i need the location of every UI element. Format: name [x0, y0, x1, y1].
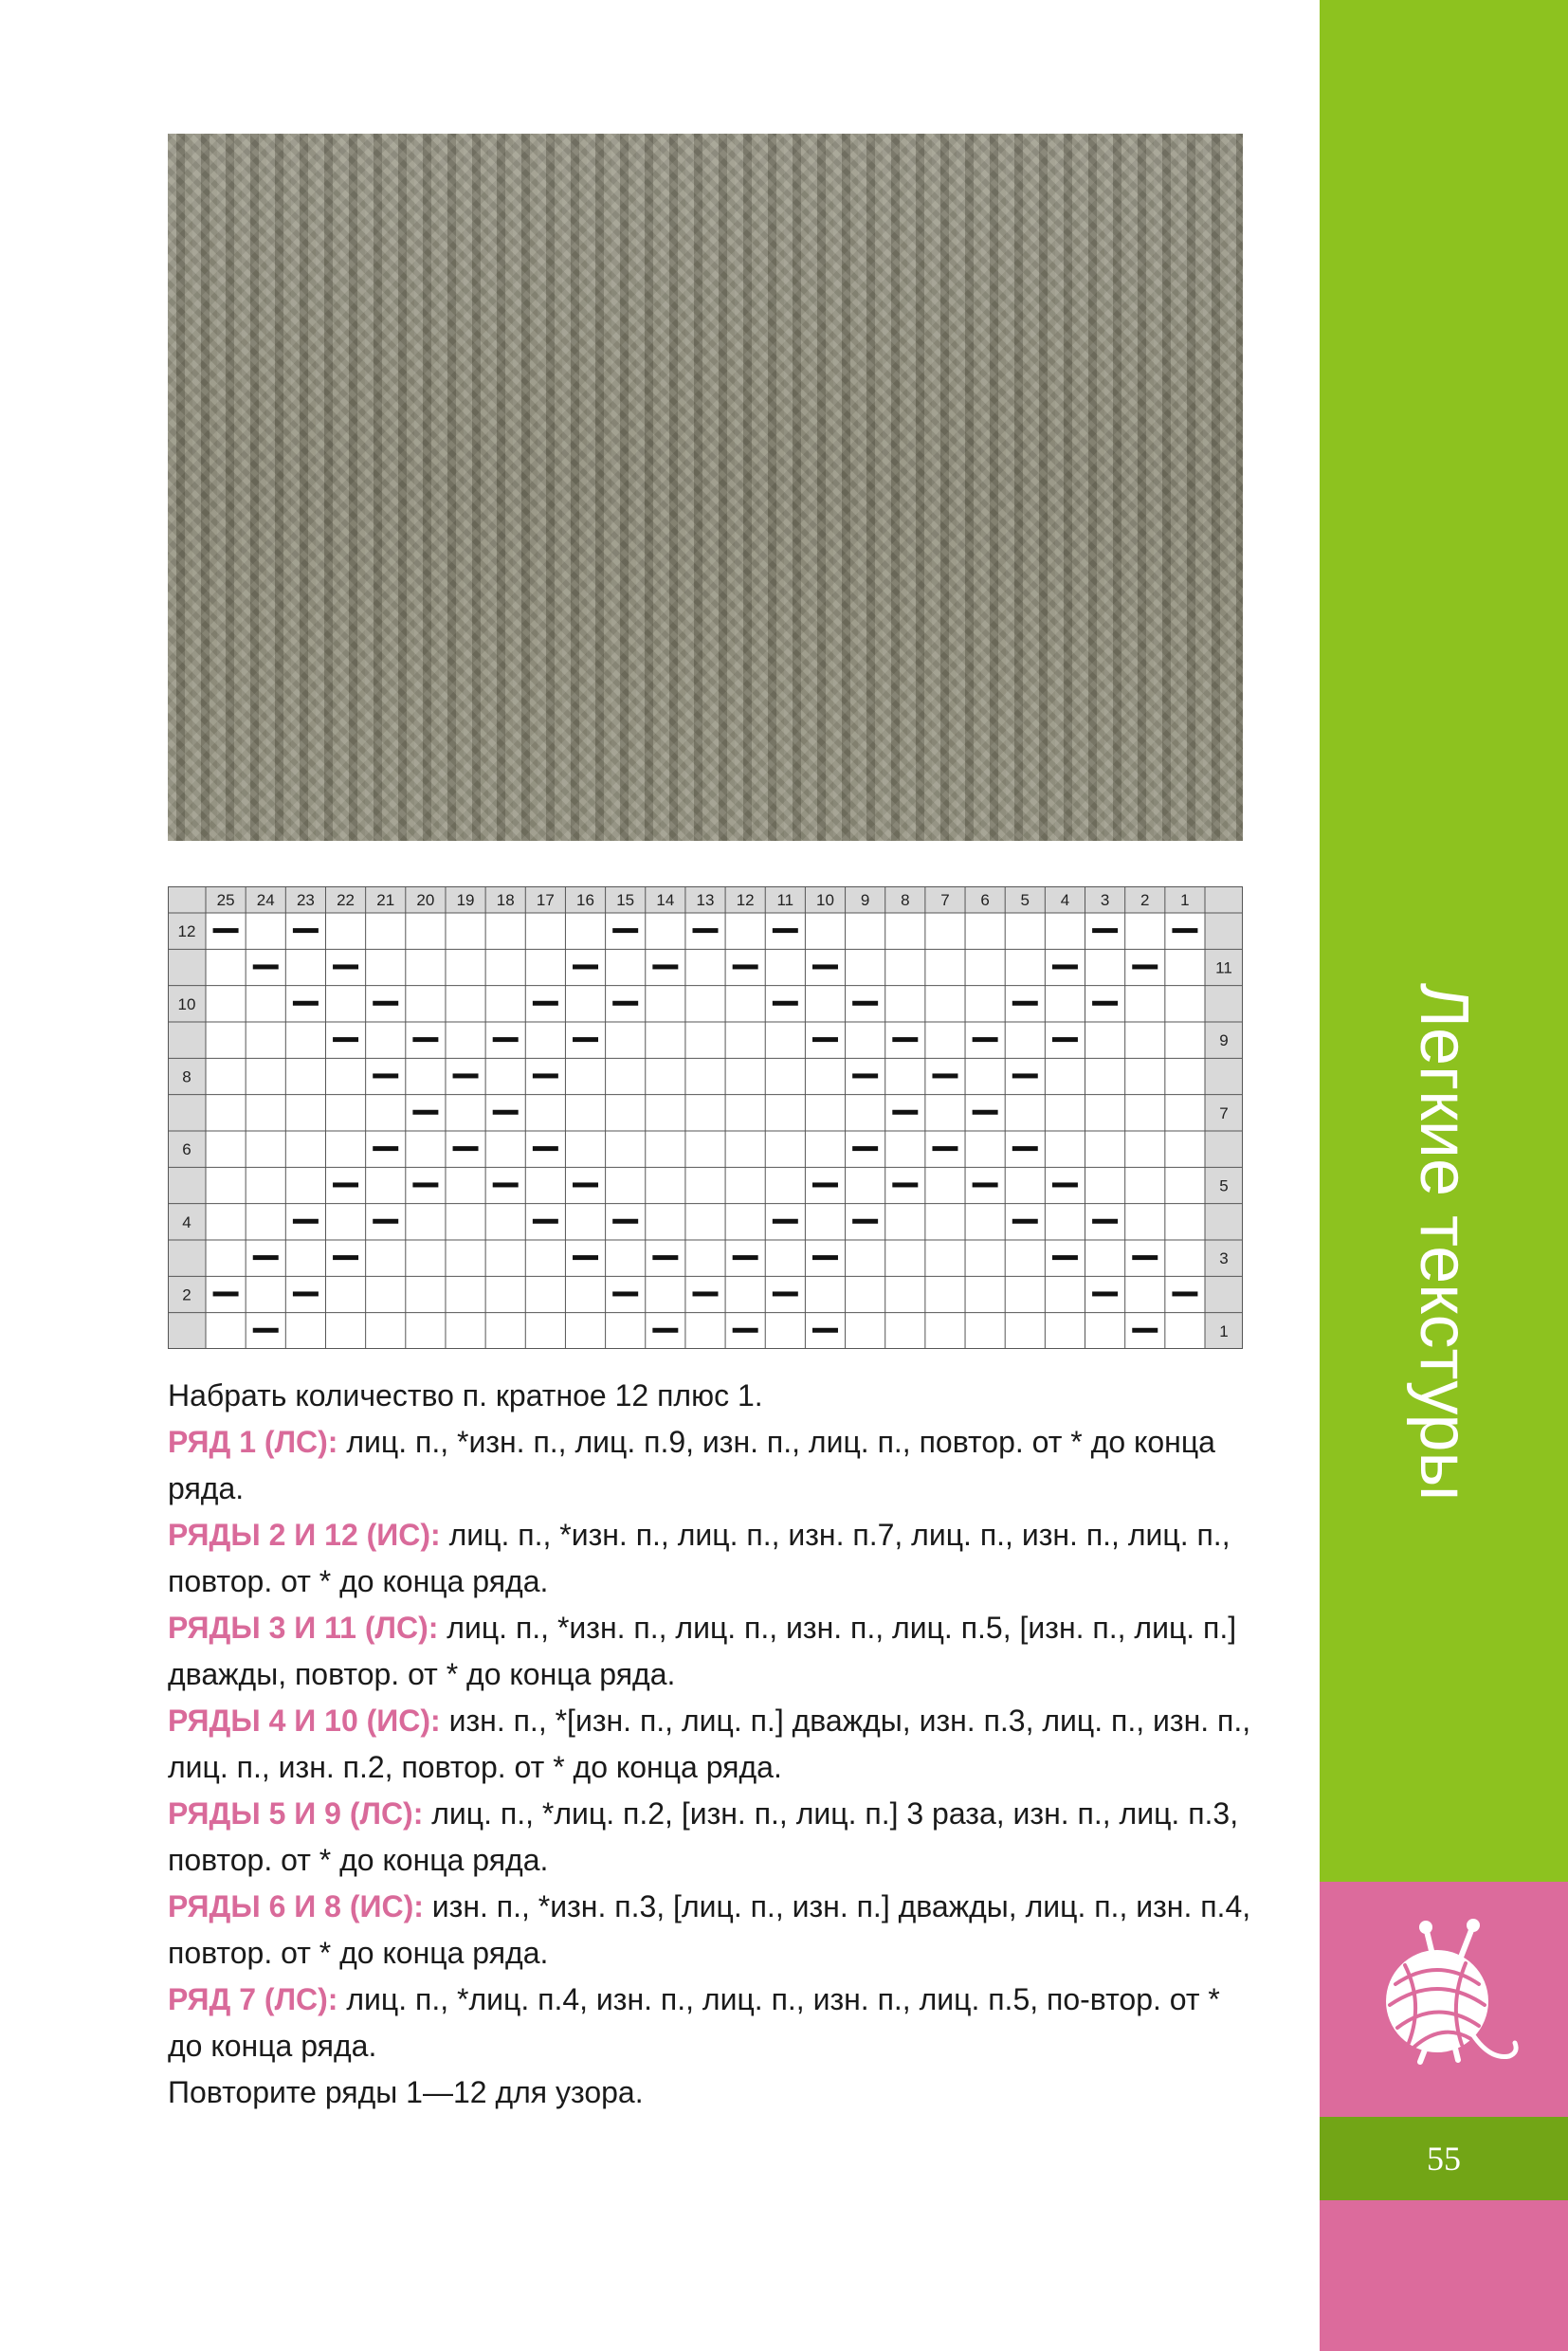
purl-stitch-mark [733, 1255, 758, 1260]
purl-stitch-mark [1172, 928, 1197, 933]
chart-row-number: 8 [182, 1067, 191, 1086]
chart-column-number: 6 [980, 891, 990, 909]
chart-column-number: 5 [1020, 891, 1030, 909]
purl-stitch-mark [412, 1182, 438, 1187]
cast-on-instruction: Набрать количество п. кратное 12 плюс 1. [168, 1378, 763, 1412]
purl-stitch-mark [533, 1001, 558, 1006]
purl-stitch-mark [612, 1291, 638, 1296]
chart-row-number: 3 [1219, 1249, 1229, 1268]
page-number: 55 [1427, 2140, 1461, 2178]
purl-stitch-mark [812, 964, 838, 969]
chart-column-number: 18 [496, 891, 515, 909]
chart-column-number: 9 [860, 891, 870, 909]
chart-column-number: 22 [337, 891, 356, 909]
chart-row-number: 2 [182, 1285, 191, 1304]
chart-row-number: 4 [182, 1212, 191, 1231]
purl-stitch-mark [852, 1001, 878, 1006]
row-text: лиц. п., *лиц. п.2, [изн. п., лиц. п.] 3 раза, изн. п., лиц. п.3, повтор. от * до конца ряда. [168, 1796, 1239, 1877]
purl-stitch-mark [973, 1110, 998, 1115]
purl-stitch-mark [493, 1110, 519, 1115]
chart-left-margin [168, 886, 206, 1349]
purl-stitch-mark [1052, 1255, 1078, 1260]
purl-stitch-mark [1092, 928, 1118, 933]
row-instruction [168, 1791, 1258, 1884]
sidebar-pink-band [1320, 1882, 1568, 2117]
chart-column-number: 16 [576, 891, 594, 909]
row-label: РЯДЫ 5 И 9 (ЛС): [168, 1796, 424, 1831]
row-label: РЯДЫ 6 И 8 (ИС): [168, 1889, 424, 1923]
section-title-text: Легкие текстуры [1406, 982, 1482, 1502]
row-text: лиц. п., *лиц. п.4, изн. п., лиц. п., изн. п., лиц. п.5, по-втор. от * до конца ряда. [168, 1982, 1220, 2063]
row-text: лиц. п., *изн. п., лиц. п., изн. п.7, лиц. п., изн. п., лиц. п., повтор. от * до конца ряда. [168, 1518, 1231, 1598]
purl-stitch-mark [253, 1328, 279, 1333]
purl-stitch-mark [812, 1255, 838, 1260]
purl-stitch-mark [412, 1037, 438, 1042]
purl-stitch-mark [892, 1110, 918, 1115]
chart-column-number: 19 [456, 891, 475, 909]
row-instruction [168, 1419, 1258, 1512]
chart-column-number: 25 [216, 891, 235, 909]
purl-stitch-mark [1012, 1146, 1038, 1151]
pattern-instructions [168, 1373, 1258, 2116]
purl-stitch-mark [973, 1182, 998, 1187]
purl-stitch-mark [1012, 1001, 1038, 1006]
purl-stitch-mark [293, 928, 319, 933]
purl-stitch-mark [1132, 964, 1158, 969]
purl-stitch-mark [812, 1328, 838, 1333]
chart-row-number: 12 [177, 922, 196, 941]
chart-row-number: 11 [1215, 958, 1232, 977]
chart-row-number: 10 [177, 994, 196, 1013]
purl-stitch-mark [932, 1073, 957, 1078]
purl-stitch-mark [773, 1291, 798, 1296]
purl-stitch-mark [1132, 1255, 1158, 1260]
purl-stitch-mark [293, 1001, 319, 1006]
purl-stitch-mark [333, 1037, 358, 1042]
purl-stitch-mark [533, 1073, 558, 1078]
purl-stitch-mark [573, 1182, 598, 1187]
purl-stitch-mark [453, 1146, 479, 1151]
purl-stitch-mark [773, 1001, 798, 1006]
purl-stitch-mark [812, 1182, 838, 1187]
purl-stitch-mark [693, 928, 719, 933]
chart-column-number: 7 [940, 891, 950, 909]
purl-stitch-mark [733, 964, 758, 969]
purl-stitch-mark [213, 1291, 239, 1296]
purl-stitch-mark [852, 1146, 878, 1151]
purl-stitch-mark [1052, 1037, 1078, 1042]
purl-stitch-mark [253, 1255, 279, 1260]
purl-stitch-mark [453, 1073, 479, 1078]
row-instruction [168, 1977, 1258, 2069]
purl-stitch-mark [1012, 1219, 1038, 1224]
row-label: РЯДЫ 4 И 10 (ИС): [168, 1704, 441, 1738]
purl-stitch-mark [493, 1037, 519, 1042]
purl-stitch-mark [773, 1219, 798, 1224]
chart-column-number: 2 [1140, 891, 1150, 909]
yarn-ball-with-needles-icon [1367, 1918, 1521, 2081]
purl-stitch-mark [612, 1001, 638, 1006]
purl-stitch-mark [812, 1037, 838, 1042]
chart-row-number: 9 [1219, 1031, 1229, 1050]
purl-stitch-mark [852, 1073, 878, 1078]
purl-stitch-mark [652, 1255, 678, 1260]
purl-stitch-mark [213, 928, 239, 933]
chart-column-number: 24 [256, 891, 275, 909]
sidebar-pink-bottom-band [1320, 2200, 1568, 2351]
chart-column-number: 3 [1100, 891, 1110, 909]
knitted-texture-photo [168, 134, 1243, 841]
row-instruction [168, 1512, 1258, 1605]
row-text: лиц. п., *изн. п., лиц. п.9, изн. п., лиц. п., повтор. от * до конца ряда. [168, 1425, 1215, 1505]
purl-stitch-mark [573, 1255, 598, 1260]
purl-stitch-mark [373, 1001, 398, 1006]
chart-row-number: 1 [1219, 1321, 1229, 1340]
repeat-instruction: Повторите ряды 1—12 для узора. [168, 2075, 644, 2109]
sidebar-green-band [1320, 0, 1568, 1882]
purl-stitch-mark [573, 1037, 598, 1042]
purl-stitch-mark [333, 1182, 358, 1187]
purl-stitch-mark [1052, 964, 1078, 969]
purl-stitch-mark [533, 1146, 558, 1151]
purl-stitch-mark [412, 1110, 438, 1115]
purl-stitch-mark [1092, 1291, 1118, 1296]
purl-stitch-mark [253, 964, 279, 969]
chart-column-number: 17 [536, 891, 555, 909]
chart-column-number: 8 [901, 891, 910, 909]
purl-stitch-mark [333, 1255, 358, 1260]
row-text: лиц. п., *изн. п., лиц. п., изн. п., лиц. п.5, [изн. п., лиц. п.] дважды, повтор. от * до конца ряда. [168, 1611, 1237, 1691]
purl-stitch-mark [293, 1291, 319, 1296]
purl-stitch-mark [293, 1219, 319, 1224]
sidebar-page-number-band [1320, 2117, 1568, 2200]
purl-stitch-mark [892, 1182, 918, 1187]
chart-row-number: 6 [182, 1140, 191, 1159]
purl-stitch-mark [573, 964, 598, 969]
chart-column-number: 21 [376, 891, 395, 909]
row-instruction [168, 1605, 1258, 1698]
purl-stitch-mark [373, 1073, 398, 1078]
purl-stitch-mark [973, 1037, 998, 1042]
chart-column-number: 4 [1060, 891, 1070, 909]
purl-stitch-mark [493, 1182, 519, 1187]
purl-stitch-mark [892, 1037, 918, 1042]
purl-stitch-mark [1052, 1182, 1078, 1187]
row-label: РЯДЫ 3 И 11 (ЛС): [168, 1611, 439, 1645]
chart-column-number: 1 [1180, 891, 1190, 909]
purl-stitch-mark [373, 1146, 398, 1151]
purl-stitch-mark [773, 928, 798, 933]
chart-column-number: 10 [816, 891, 834, 909]
row-label: РЯДЫ 2 И 12 (ИС): [168, 1518, 441, 1552]
chart-column-number: 23 [296, 891, 315, 909]
purl-stitch-mark [1132, 1328, 1158, 1333]
chart-column-number: 13 [696, 891, 715, 909]
row-instruction [168, 1884, 1258, 1977]
purl-stitch-mark [1092, 1219, 1118, 1224]
purl-stitch-mark [693, 1291, 719, 1296]
purl-stitch-mark [612, 928, 638, 933]
purl-stitch-mark [373, 1219, 398, 1224]
knitting-chart-grid [168, 886, 1243, 1349]
purl-stitch-mark [333, 964, 358, 969]
chart-column-number: 14 [656, 891, 675, 909]
row-text: изн. п., *[изн. п., лиц. п.] дважды, изн. п.3, лиц. п., изн. п., лиц. п., изн. п.2, повтор. от * до конца ряда. [168, 1704, 1251, 1784]
purl-stitch-mark [652, 1328, 678, 1333]
purl-stitch-mark [852, 1219, 878, 1224]
row-instruction [168, 1698, 1258, 1791]
purl-stitch-mark [533, 1219, 558, 1224]
purl-stitch-mark [612, 1219, 638, 1224]
row-label: РЯД 7 (ЛС): [168, 1982, 338, 2016]
purl-stitch-mark [1012, 1073, 1038, 1078]
chart-column-number: 15 [616, 891, 635, 909]
purl-stitch-mark [1092, 1001, 1118, 1006]
chart-row-number: 7 [1219, 1103, 1229, 1122]
purl-stitch-mark [733, 1328, 758, 1333]
row-label: РЯД 1 (ЛС): [168, 1425, 338, 1459]
purl-stitch-mark [652, 964, 678, 969]
chart-column-number: 11 [776, 891, 794, 909]
chart-column-number: 20 [416, 891, 435, 909]
purl-stitch-mark [1172, 1291, 1197, 1296]
chart-row-number: 5 [1219, 1176, 1229, 1195]
knitting-chart [168, 886, 1243, 1349]
purl-stitch-mark [932, 1146, 957, 1151]
chart-column-number: 12 [736, 891, 755, 909]
row-text: изн. п., *изн. п.3, [лиц. п., изн. п.] дважды, лиц. п., изн. п.4, повтор. от * до конца ряда. [168, 1889, 1251, 1970]
